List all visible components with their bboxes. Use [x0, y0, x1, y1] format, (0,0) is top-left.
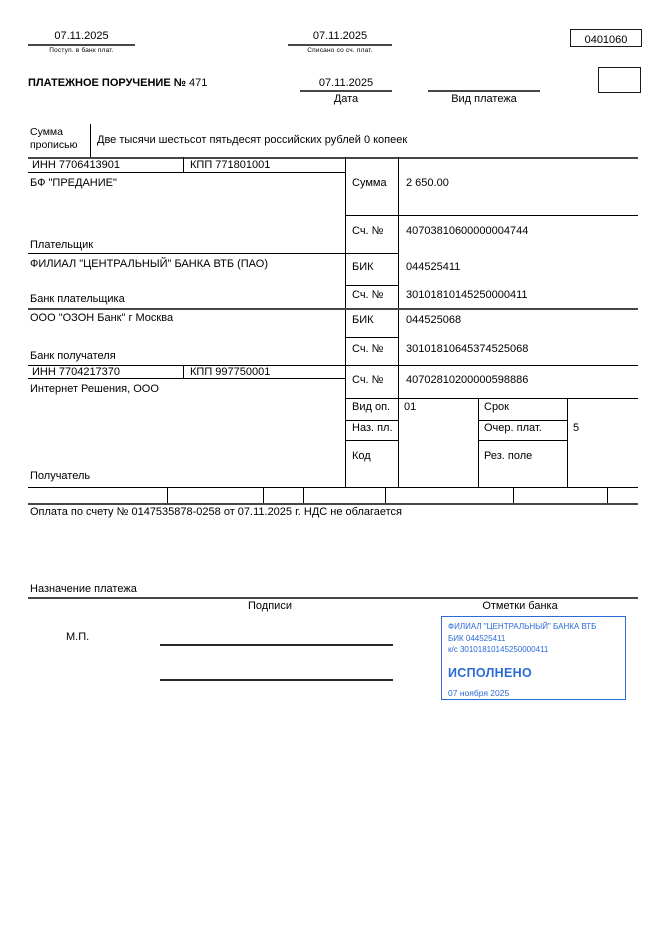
payer-inn-row-line [28, 172, 345, 173]
payer-inn: ИНН 7706413901 [32, 159, 121, 171]
field-strip-divider-3 [303, 487, 304, 503]
received-date: 07.11.2025 [54, 30, 109, 42]
payer-bank-label: Банк плательщика [30, 293, 125, 305]
op-kind-label: Вид оп. [352, 401, 391, 413]
payer-account: 40703810600000004744 [406, 225, 529, 237]
document-number: 471 [189, 77, 208, 89]
payer-name: БФ "ПРЕДАНИЕ" [30, 177, 117, 189]
amount-words-label-2: прописью [30, 139, 78, 151]
payer-row-line [28, 253, 398, 254]
code-label: Код [352, 450, 371, 462]
payer-bank-bik-label: БИК [352, 261, 374, 273]
stamp-bik: БИК 044525411 [448, 633, 506, 643]
form-code-box [570, 29, 642, 47]
field-strip-divider-6 [607, 487, 608, 503]
payer-bank-account: 30101810145250000411 [406, 289, 528, 301]
priority-value: 5 [573, 422, 580, 434]
debited-date-label: Списано со сч. плат. [307, 47, 373, 54]
stamp-date: 07 ноября 2025 [448, 688, 510, 698]
document-date-underline [300, 90, 392, 92]
seal-label: М.П. [66, 631, 90, 643]
received-date-underline [28, 44, 135, 46]
reserve-field-label: Рез. поле [484, 450, 533, 462]
term-label: Срок [484, 401, 509, 413]
signature-line-2 [160, 679, 393, 681]
payer-account-label: Сч. № [352, 225, 384, 237]
op-grid-divider-2 [567, 398, 568, 487]
payee-bank-bik: 044525068 [406, 314, 462, 326]
payee-inn-kpp-divider [183, 365, 184, 378]
field-strip-divider-2 [263, 487, 264, 503]
priority-label-line [478, 440, 567, 441]
amount-words-value: Две тысячи шестьсот пятьдесят российских рублей 0 копеек [97, 134, 408, 146]
payer-bik-label-line [345, 285, 398, 286]
amount-words-label-1: Сумма [30, 126, 63, 138]
payee-account: 40702810200000598886 [406, 374, 529, 386]
payment-kind-box [598, 67, 641, 93]
sum-row-line [345, 215, 638, 216]
field-strip-divider-4 [385, 487, 386, 503]
field-strip-bottom-line [28, 503, 638, 505]
document-title [28, 77, 207, 90]
priority-label: Очер. плат. [484, 422, 542, 434]
payer-bank-row-line [28, 308, 638, 310]
signatures-label: Подписи [248, 600, 292, 612]
payee-label: Получатель [30, 470, 91, 482]
purpose-code-label-line [345, 440, 398, 441]
document-date: 07.11.2025 [318, 77, 374, 89]
payee-name: Интернет Решения, ООО [30, 383, 159, 395]
field-strip-divider-5 [513, 487, 514, 503]
op-kind-value: 01 [404, 401, 417, 413]
bank-stamp [441, 616, 626, 700]
term-label-line [478, 420, 567, 421]
payee-bank-account-label: Сч. № [352, 343, 384, 355]
payer-label: Плательщик [30, 239, 94, 251]
stamp-status: ИСПОЛНЕНО [448, 665, 532, 680]
sum-value: 2 650.00 [406, 177, 449, 189]
bank-marks-label: Отметки банка [482, 600, 558, 612]
op-grid-divider-1 [478, 398, 479, 487]
stamp-corr-account: к/с 30101810145250000411 [448, 645, 549, 654]
payer-bank-name: ФИЛИАЛ "ЦЕНТРАЛЬНЫЙ" БАНКА ВТБ (ПАО) [30, 258, 268, 270]
payee-kpp: КПП 997750001 [190, 366, 271, 378]
payee-bank-label: Банк получателя [30, 350, 116, 362]
amount-words-divider [90, 124, 91, 157]
payee-bank-account: 30101810645374525068 [406, 343, 529, 355]
table-bottom-line [28, 487, 638, 488]
payee-bank-bik-label: БИК [352, 314, 374, 326]
purpose-bottom-line [28, 597, 638, 599]
sum-label: Сумма [352, 177, 387, 189]
purpose-label: Назначение платежа [30, 583, 137, 595]
payee-bank-name: ООО "ОЗОН Банк" г Москва [30, 312, 174, 324]
field-strip-divider-1 [167, 487, 168, 503]
op-grid-top-line [345, 398, 638, 399]
purpose-code-label: Наз. пл. [352, 422, 393, 434]
payee-bik-label-line [345, 337, 398, 338]
signature-line-1 [160, 644, 393, 646]
stamp-bank-name: ФИЛИАЛ "ЦЕНТРАЛЬНЫЙ" БАНКА ВТБ [448, 622, 597, 631]
payer-inn-kpp-divider [183, 157, 184, 172]
title-text: ПЛАТЕЖНОЕ ПОРУЧЕНИЕ № [28, 77, 186, 89]
received-date-label: Поступ. в банк плат. [49, 47, 114, 54]
payer-bank-bik: 044525411 [406, 261, 461, 273]
date-label: Дата [333, 93, 359, 105]
form-code: 0401060 [584, 34, 628, 46]
value-column-left-line [398, 157, 399, 487]
payee-inn: ИНН 7704217370 [32, 366, 121, 378]
payee-account-label: Сч. № [352, 374, 384, 386]
payer-bank-account-label: Сч. № [352, 289, 384, 301]
payment-kind-underline [428, 90, 540, 92]
debited-date-underline [288, 44, 392, 46]
debited-date: 07.11.2025 [312, 30, 368, 42]
payer-kpp: КПП 771801001 [190, 159, 271, 171]
payment-kind-label: Вид платежа [451, 93, 517, 105]
label-column-left-line [345, 157, 346, 487]
op-kind-label-line [345, 420, 398, 421]
purpose-text: Оплата по счету № 0147535878-0258 от 07.11.2025 г. НДС не облагается [30, 506, 402, 518]
